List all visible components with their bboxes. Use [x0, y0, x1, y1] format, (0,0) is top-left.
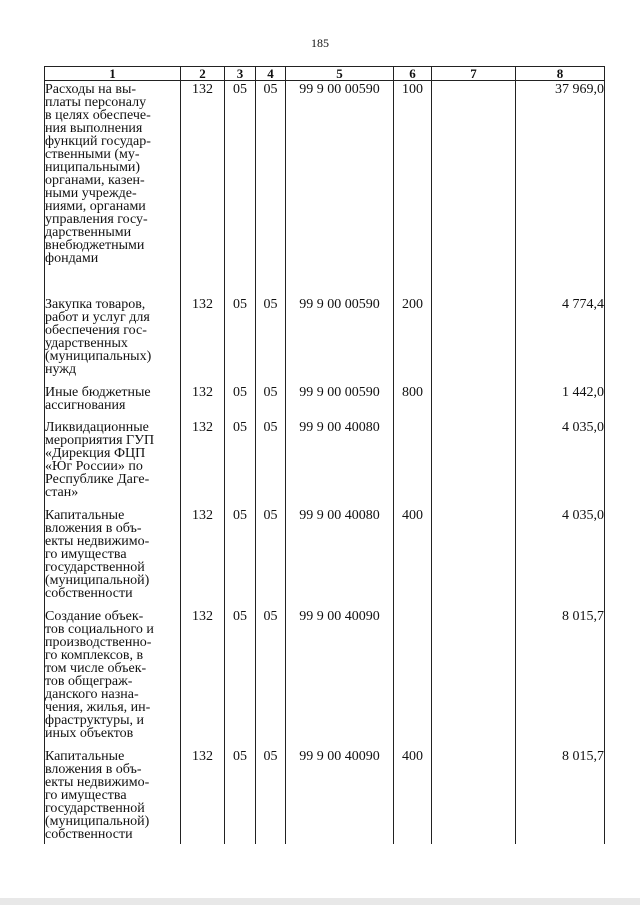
row-expense-type: 200	[394, 296, 432, 384]
row-name: Капитальные вложения в объ- екты недвижимо- го имущества государственной (муниципальной) собственности	[45, 507, 181, 608]
row-col-2: 132	[181, 81, 225, 297]
row-expense-type: 400	[394, 507, 432, 608]
table-row	[45, 507, 605, 608]
table-row	[45, 608, 605, 748]
row-name: Капитальные вложения в объ- екты недвижимо- го имущества государственной (муниципальной) собственности	[45, 748, 181, 844]
column-header: 8	[516, 67, 605, 81]
row-col-4: 05	[256, 748, 286, 844]
row-target-code: 99 9 00 40090	[286, 748, 394, 844]
row-sum: 4 035,0	[516, 507, 605, 608]
scan-edge	[0, 898, 640, 905]
row-col-3: 05	[225, 296, 256, 384]
row-col-7	[432, 296, 516, 384]
row-name: Ликвидационные мероприятия ГУП «Дирекция ФЦП «Юг России» по Республике Даге- стан»	[45, 419, 181, 507]
row-col-2: 132	[181, 608, 225, 748]
column-header: 1	[45, 67, 181, 81]
table-header	[45, 67, 605, 81]
column-header: 4	[256, 67, 286, 81]
row-expense-type: 400	[394, 748, 432, 844]
row-col-2: 132	[181, 384, 225, 419]
row-col-7	[432, 748, 516, 844]
row-sum: 37 969,0	[516, 81, 605, 297]
row-col-4: 05	[256, 81, 286, 297]
table-row	[45, 419, 605, 507]
column-header: 2	[181, 67, 225, 81]
row-expense-type: 800	[394, 384, 432, 419]
row-col-7	[432, 507, 516, 608]
row-name: Создание объек- тов социального и производственно- го комплексов, в том числе объек- тов общеграж- данского назна- чения, жилья, ин- фраструктуры, и иных объектов	[45, 608, 181, 748]
row-col-2: 132	[181, 296, 225, 384]
row-expense-type	[394, 419, 432, 507]
row-col-4: 05	[256, 507, 286, 608]
row-col-2: 132	[181, 507, 225, 608]
row-col-3: 05	[225, 507, 256, 608]
column-header: 5	[286, 67, 394, 81]
table-row	[45, 384, 605, 419]
row-col-3: 05	[225, 748, 256, 844]
row-col-7	[432, 81, 516, 297]
row-col-3: 05	[225, 419, 256, 507]
row-sum: 8 015,7	[516, 748, 605, 844]
budget-table	[44, 66, 605, 844]
row-col-2: 132	[181, 748, 225, 844]
table-row	[45, 748, 605, 844]
row-col-2: 132	[181, 419, 225, 507]
row-col-4: 05	[256, 419, 286, 507]
row-target-code: 99 9 00 40090	[286, 608, 394, 748]
row-expense-type	[394, 608, 432, 748]
row-col-3: 05	[225, 81, 256, 297]
page-number: 185	[311, 36, 329, 50]
table-row	[45, 81, 605, 297]
row-name: Закупка товаров, работ и услуг для обеспечения гос- ударственных (муниципальных) нужд	[45, 296, 181, 384]
row-sum: 4 774,4	[516, 296, 605, 384]
row-name: Иные бюджетные ассигнования	[45, 384, 181, 419]
row-col-3: 05	[225, 608, 256, 748]
row-col-7	[432, 608, 516, 748]
row-sum: 4 035,0	[516, 419, 605, 507]
row-target-code: 99 9 00 00590	[286, 81, 394, 297]
row-target-code: 99 9 00 40080	[286, 419, 394, 507]
column-header: 7	[432, 67, 516, 81]
row-col-4: 05	[256, 296, 286, 384]
row-name: Расходы на вы- платы персоналу в целях обеспече- ния выполнения функций государ- ственными (му- ниципальными) органами, казен- ными учрежде- ниями, органами управления госу- дарственными внебюджетными фондами	[45, 81, 181, 297]
row-col-4: 05	[256, 608, 286, 748]
row-expense-type: 100	[394, 81, 432, 297]
row-target-code: 99 9 00 40080	[286, 507, 394, 608]
row-col-4: 05	[256, 384, 286, 419]
table-row	[45, 296, 605, 384]
row-col-3: 05	[225, 384, 256, 419]
row-col-7	[432, 419, 516, 507]
row-target-code: 99 9 00 00590	[286, 384, 394, 419]
column-header: 3	[225, 67, 256, 81]
row-target-code: 99 9 00 00590	[286, 296, 394, 384]
row-sum: 8 015,7	[516, 608, 605, 748]
column-header: 6	[394, 67, 432, 81]
row-col-7	[432, 384, 516, 419]
row-sum: 1 442,0	[516, 384, 605, 419]
